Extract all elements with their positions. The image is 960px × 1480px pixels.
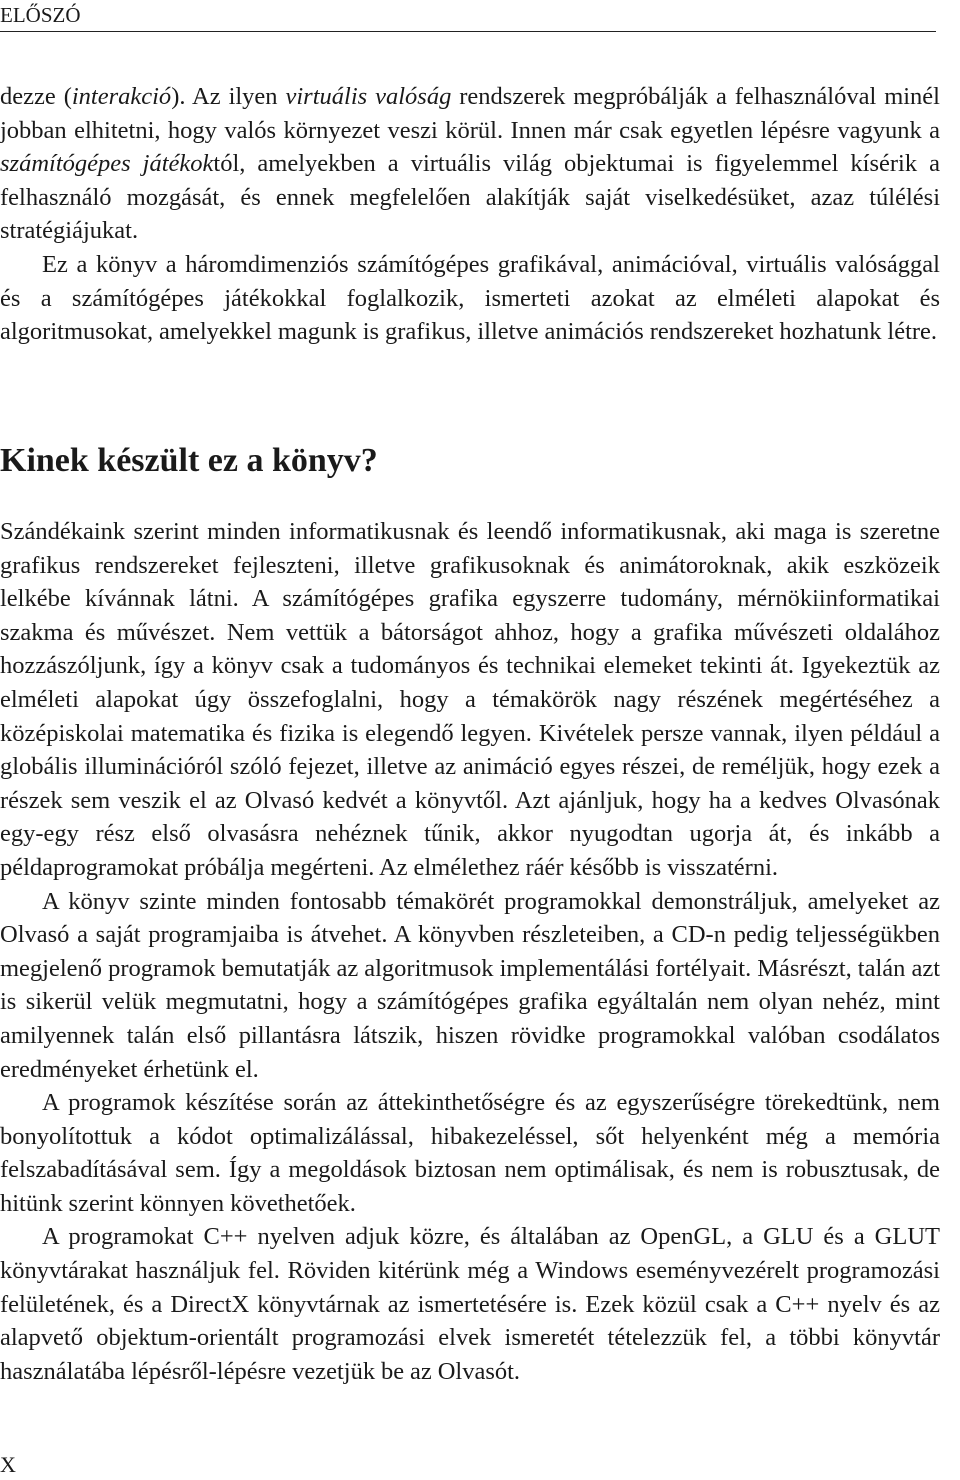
body-paragraph-3: A programok készítése során az áttekinthetőségre és az egyszerűségre törekedtünk, nem bonyolítottuk a kódot optimalizálással, hibakezeléssel, sőt helyenként még a memória felszabadításával sem. Így a megoldások biztosan nem optimálisak, és nem is robusztusak, de hitünk szerint könnyen követhetőek.	[0, 1089, 940, 1217]
body-paragraph-1: Szándékaink szerint minden informatikusnak és leendő informatikusnak, aki maga is szeretne grafikus rendszereket fejleszteni, illetve grafikusoknak és animátoroknak, akik eszközeik lelkébe kívánnak látni. A számítógépes grafika egyszerre tudomány, mérnökiinformatikai szakma és művészet. Nem vettük a bátorságot ahhoz, hogy a grafika művészeti oldalához hozzászóljunk, így a könyv csak a tudományos és technikai elemeket tekinti át. Igyekeztük az elméleti alapokat úgy összefoglalni, hogy a témakörök nagy részének megértéséhez a középiskolai matematika és fizika is elegendő legyen. Kivételek persze vannak, ilyen például a globális illuminációról szóló fejezet, illetve az animáció egyes részei, de reméljük, hogy ezek a részek sem veszik el az Olvasó kedvét a könyvtől. Azt ajánljuk, hogy ha a kedves Olvasónak egy-egy rész első olvasásra nehéznek tűnik, akkor nyugodtan ugorja át, és inkább a példaprogramokat próbálja megérteni. Az elmélethez ráér később is visszatérni.	[0, 518, 940, 881]
emphasis-virtualis-valosag: virtuális valóság	[285, 83, 452, 110]
intro-paragraph-2: Ez a könyv a háromdimenziós számítógépes grafikával, animációval, virtuális valósággal és a számítógépes játékokkal foglalkozik, ismerteti azokat az elméleti alapokat és algoritmusokat, amelyekkel magunk is grafikus, illetve animációs rendszereket hozhatunk létre.	[0, 250, 940, 346]
emphasis-szamitogepes-jatekok: számítógépes játékok	[0, 150, 214, 178]
body-paragraph-2: A könyv szinte minden fontosabb témakörét programokkal demonstráljuk, amelyeket az Olvasó a saját programjaiba is átvehet. A könyvben részleteiben, a CD-n pedig teljességükben megjelenő programok bemutatják az algoritmusok implementálási fortélyait. Másrészt, talán azt is sikerül velük megmutatni, hogy a számítógépes grafika egyáltalán nem olyan nehéz, mint amilyennek talán első pillantásra látszik, hiszen rövidke programokkal valóban csodálatos eredményeket érhetünk el.	[0, 887, 940, 1083]
emphasis-interakcio: interakció	[71, 83, 172, 110]
running-header	[0, 2, 936, 32]
text-run: ). Az ilyen	[171, 83, 286, 110]
page-number: X	[0, 1452, 16, 1477]
intro-paragraph-1	[0, 80, 940, 248]
body-paragraph-4: A programokat C++ nyelven adjuk közre, és általában az OpenGL, a GLU és a GLUT könyvtárakat használjuk fel. Röviden kitérünk még a Windows eseményvezérelt programozási felületének, és a DirectX könyvtárnak az ismertetésére is. Ezek közül csak a C++ nyelv és az alapvető objektum-orientált programozási elvek ismeretét tételezzük fel, a többi könyvtár használatába lépésről-lépésre vezetjük be az Olvasót.	[0, 1223, 940, 1385]
text-run: tól, amelyekben a virtuális világ objektumai is figyelemmel kísérik a felhasználó mozgását, és ennek megfelelően alakítják saját viselkedésüket, azaz túlélési stratégiájukat.	[0, 150, 940, 245]
running-title: ELŐSZÓ	[0, 3, 81, 27]
text-run: rendszerek megpróbálják a felhasználóval minél jobban elhitetni, hogy valós környezet veszi körül. Innen már csak egyetlen lépésre vagyunk a	[0, 83, 940, 144]
text-run: dezze (	[0, 83, 72, 110]
intro-section	[0, 80, 940, 349]
section-heading: Kinek készült ez a könyv?	[0, 442, 378, 479]
section-body	[0, 515, 940, 1388]
